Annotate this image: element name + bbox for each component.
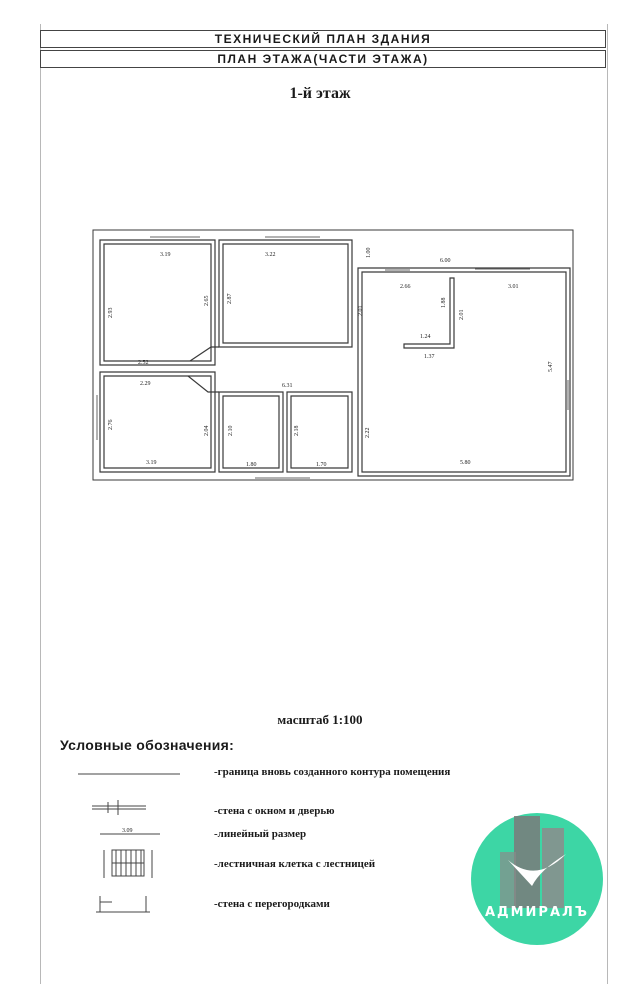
legend-item-staircase: -лестничная клетка с лестницей [214,858,376,870]
openings [97,237,568,478]
legend-item-linear-dimension: -линейный размер [214,828,307,840]
dimension-label: 1.70 [316,462,327,468]
dimension-label: 6.00 [440,258,451,264]
dimension-label: 3.19 [146,460,157,466]
dimension-label: 2.65 [204,295,210,306]
dimension-label: 2.22 [365,427,371,438]
walls [100,240,570,476]
dimension-label: 2.10 [228,425,234,436]
legend-sample-dimension: 3.09 [122,828,133,834]
dimension-label: 2.18 [294,425,300,436]
dimension-label: 2.87 [227,293,233,304]
dimension-label: 5.80 [460,460,471,466]
legend-item-boundary: -граница вновь созданного контура помещения [214,766,451,778]
dimension-label: 5.47 [548,361,554,372]
dimension-label: 2.66 [400,284,411,290]
dimension-label: 3.19 [160,252,171,258]
floor-title: 1-й этаж [289,85,351,102]
document-subtitle: ПЛАН ЭТАЖА(ЧАСТИ ЭТАЖА) [40,50,606,68]
dimension-label: 2.01 [459,309,465,320]
dimension-label: 2.04 [204,425,210,436]
dimension-label: 2.01 [358,305,364,316]
document-title: ТЕХНИЧЕСКИЙ ПЛАН ЗДАНИЯ [40,30,606,48]
dimension-label: 2.76 [108,419,114,430]
dimension-label: 3.22 [265,252,276,258]
dimension-label: 1.80 [246,462,257,468]
legend-item-window-door: -стена с окном и дверью [214,805,335,817]
legend-title: Условные обозначения: [60,737,235,753]
legend-item-partition-wall: -стена с перегородками [214,898,330,910]
dimension-label: 2.29 [140,381,151,387]
admiral-logo [470,812,604,946]
dimension-label: 2.93 [108,307,114,318]
dimension-label: 1.88 [441,297,447,308]
dimension-label: 1.00 [366,247,372,258]
logo-text: АДМИРАЛЪ [484,905,590,920]
dimension-label: 3.01 [508,284,519,290]
dimension-label: 1.24 [420,334,431,340]
dimension-labels [108,248,554,469]
scale-label: масштаб 1:100 [277,712,363,727]
dimension-label: 1.37 [424,354,435,360]
dimension-label: 6.31 [282,383,293,389]
dimension-label: 2.52 [138,360,149,366]
